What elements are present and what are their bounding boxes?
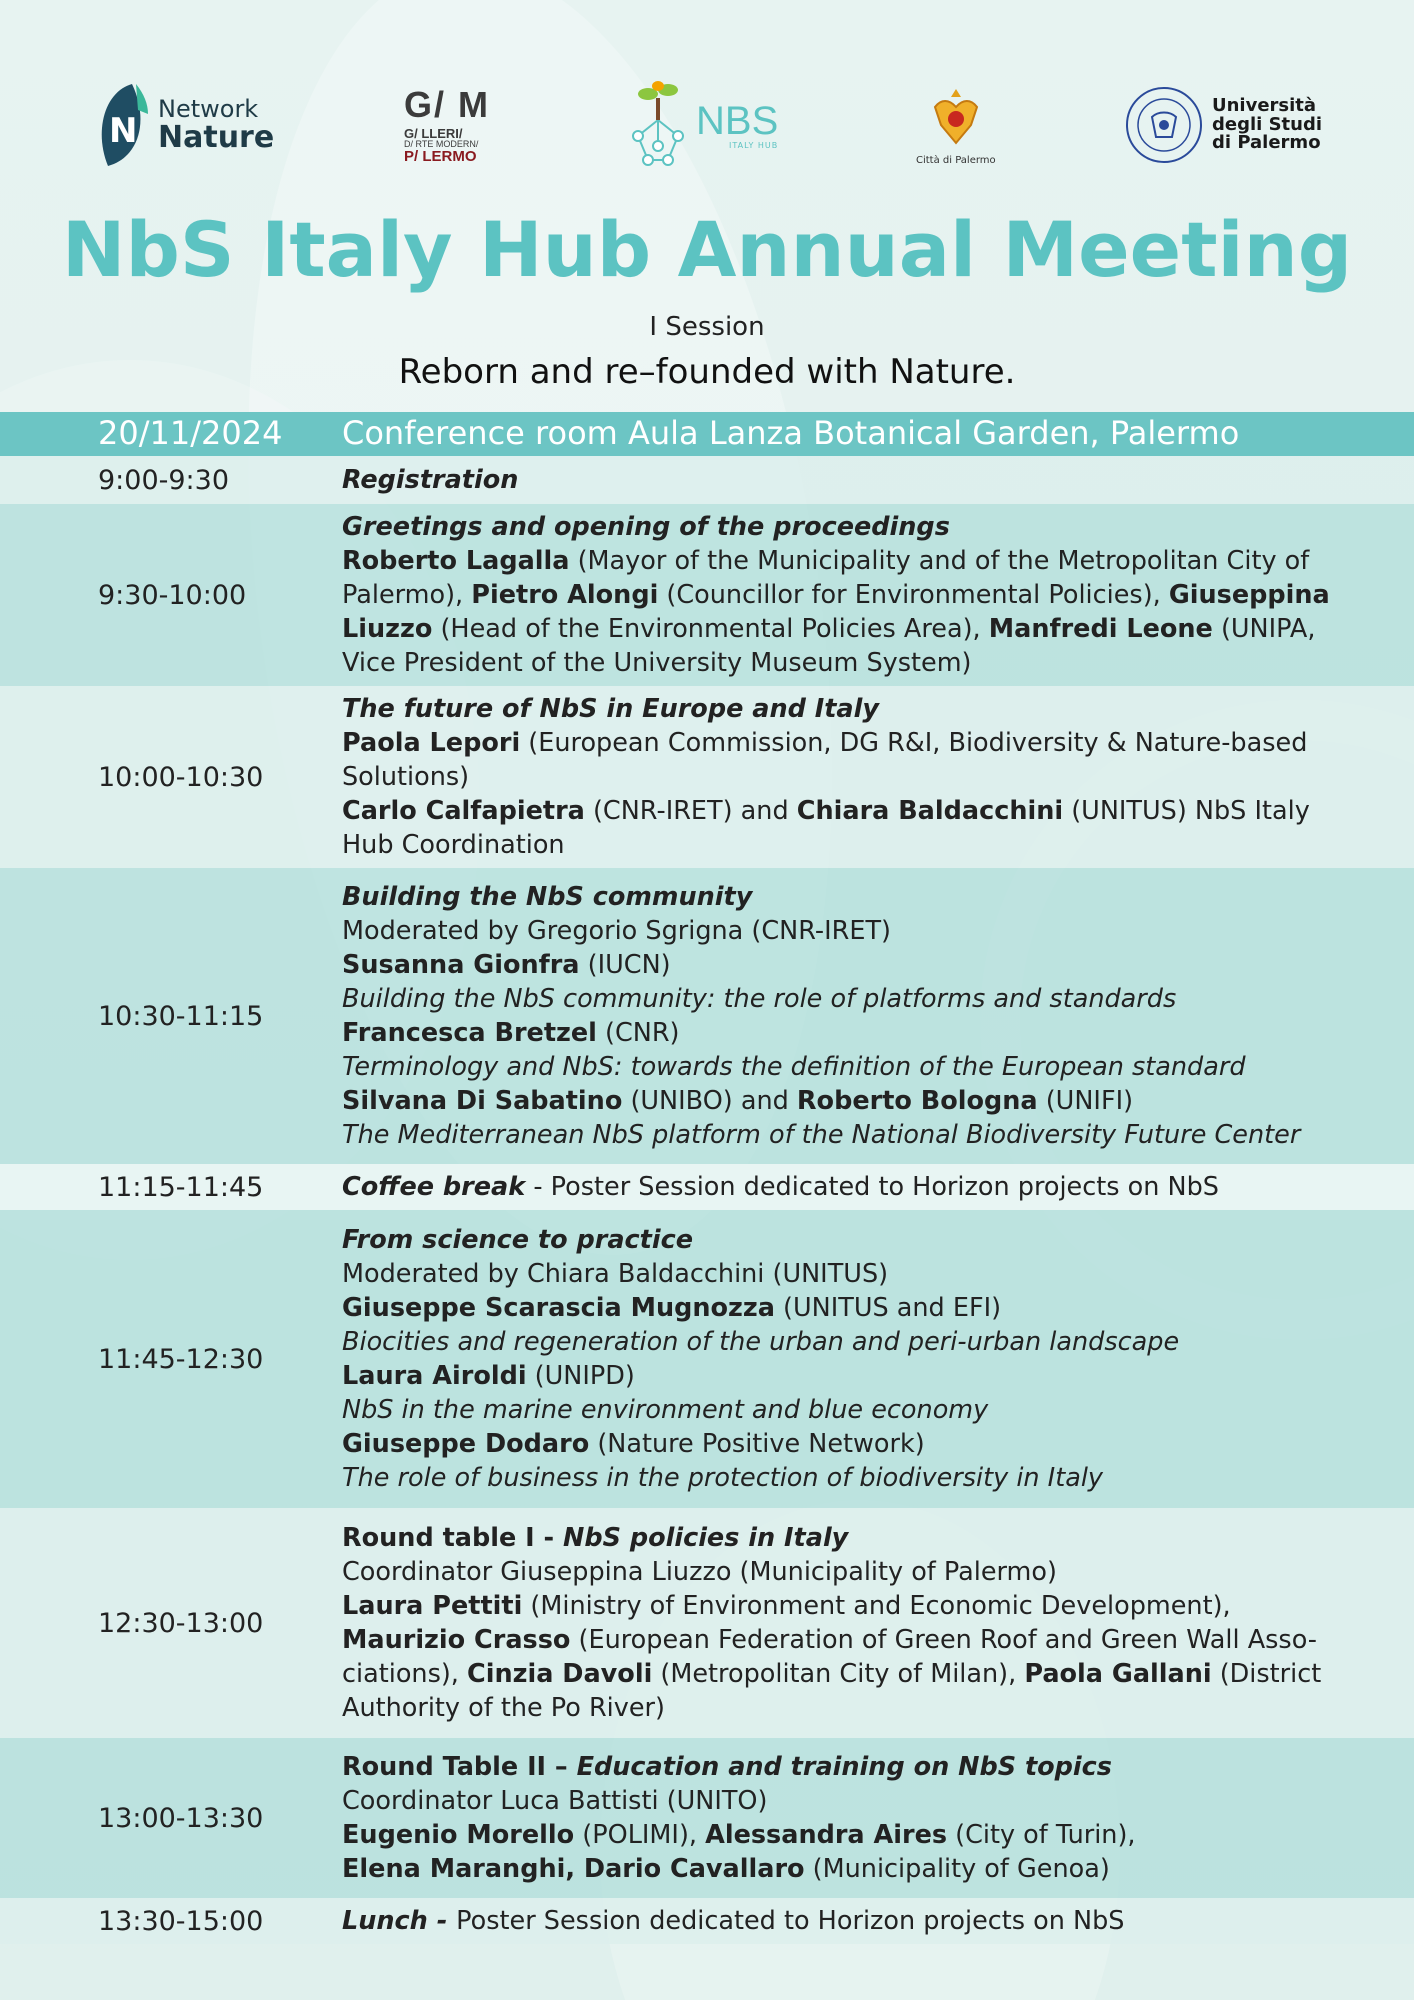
speaker-affiliation: (Councillor for Environmental Policies), xyxy=(658,580,1169,610)
time-slot: 9:00-9:30 xyxy=(98,464,230,496)
speaker-name: Alessandra Aires xyxy=(705,1820,948,1850)
moderator: Moderated by Gregorio Sgrigna (CNR-IRET) xyxy=(342,916,891,946)
gam-logo-line2: G/ LLERI/ xyxy=(404,125,463,141)
date-venue-bar xyxy=(0,412,1414,456)
speaker-name: Pietro Alongi xyxy=(471,580,659,610)
speaker-affiliation: (European Commission, DG R&I, Biodiversity & Nature-based Solutions) xyxy=(342,728,1308,792)
schedule-row-science-to-practice xyxy=(0,1210,1414,1508)
logo-strip xyxy=(0,70,1414,180)
time-slot: 13:30-15:00 xyxy=(98,1905,264,1937)
speaker-name: Carlo Calfapietra xyxy=(342,796,585,826)
svg-text:N: N xyxy=(109,111,138,151)
speaker-name: Francesca Bretzel xyxy=(342,1018,597,1048)
speaker-name: Giuseppina Liuzzo xyxy=(342,580,1330,644)
speaker-affiliation: (UNIFI) xyxy=(1037,1086,1134,1116)
schedule-row-coffee-break xyxy=(0,1164,1414,1210)
speaker-affiliation: (European Federation of Green Roof and Green Wall Asso-ciations), xyxy=(342,1625,1317,1689)
item-title: Education and training on NbS topics xyxy=(576,1752,1112,1782)
schedule-row-lunch xyxy=(0,1898,1414,1944)
speaker-affiliation: (IUCN) xyxy=(579,950,671,980)
time-slot: 10:30-11:15 xyxy=(98,1000,264,1032)
time-slot: 12:30-13:00 xyxy=(98,1607,264,1639)
item-description: - Poster Session dedicated to Horizon projects on NbS xyxy=(525,1172,1219,1202)
time-slot: 13:00-13:30 xyxy=(98,1802,264,1834)
unipa-seal-icon xyxy=(1124,85,1204,165)
speaker-affiliation: (Municipality of Genoa) xyxy=(804,1854,1110,1884)
speaker-name: Elena Maranghi, Dario Cavallaro xyxy=(342,1854,805,1884)
speaker-affiliation: (UNIBO) and xyxy=(622,1086,797,1116)
coordinator: Coordinator Giuseppina Liuzzo (Municipality of Palermo) xyxy=(342,1557,1057,1587)
moderator: Moderated by Chiara Baldacchini (UNITUS) xyxy=(342,1259,889,1289)
schedule-table xyxy=(0,456,1414,1944)
unipa-logo-line1: Università xyxy=(1212,94,1317,116)
gam-logo-line3: D/ RTE MODERN/ xyxy=(404,138,479,149)
palermo-eagle-crest-icon xyxy=(931,85,981,151)
speaker-name: Paola Lepori xyxy=(342,728,521,758)
speaker-name: Cinzia Davoli xyxy=(467,1659,653,1689)
speaker-name: Chiara Baldacchini xyxy=(796,796,1064,826)
speaker-affiliation: (Nature Positive Network) xyxy=(589,1429,925,1459)
talk-title: Terminology and NbS: towards the definition of the European standard xyxy=(342,1052,1246,1082)
nbs-italy-hub-logo xyxy=(626,70,778,180)
item-title: From science to practice xyxy=(342,1225,694,1255)
talk-title: Biocities and regeneration of the urban and peri-urban landscape xyxy=(342,1327,1180,1357)
unipa-logo xyxy=(1124,70,1322,180)
gam-logo-line1: G/ M xyxy=(404,83,490,125)
speaker-name: Manfredi Leone xyxy=(988,614,1213,644)
speaker-affiliation: (Head of the Environmental Policies Area), xyxy=(432,614,989,644)
time-slot: 11:45-12:30 xyxy=(98,1343,264,1375)
talk-title: NbS in the marine environment and blue economy xyxy=(342,1395,989,1425)
network-nature-logo xyxy=(98,70,274,180)
session-label: I Session xyxy=(649,312,765,342)
speaker-name: Silvana Di Sabatino xyxy=(342,1086,623,1116)
speaker-name: Roberto Bologna xyxy=(796,1086,1038,1116)
schedule-row-greetings xyxy=(0,504,1414,686)
time-slot: 10:00-10:30 xyxy=(98,761,264,793)
talk-title: The role of business in the protection of biodiversity in Italy xyxy=(342,1463,1103,1493)
speaker-affiliation: (UNIPD) xyxy=(526,1361,635,1391)
speaker-affiliation: (Metropolitan City of Milan), xyxy=(652,1659,1025,1689)
session-subtitle: Reborn and re–founded with Nature. xyxy=(398,352,1016,392)
speaker-name: Roberto Lagalla xyxy=(342,546,570,576)
nbs-logo-text: NBS xyxy=(696,98,779,143)
gam-logo-line4: P/ LERMO xyxy=(404,147,477,165)
schedule-row-building-community xyxy=(0,868,1414,1164)
talk-title: The Mediterranean NbS platform of the National Biodiversity Future Center xyxy=(342,1120,1301,1150)
item-title: Registration xyxy=(342,465,519,495)
schedule-row-future-of-nbs xyxy=(0,686,1414,868)
speaker-affiliation: (POLIMI), xyxy=(574,1820,706,1850)
talk-title: Building the NbS community: the role of platforms and standards xyxy=(342,984,1177,1014)
item-title: Building the NbS community xyxy=(342,882,753,912)
schedule-row-round-table-2 xyxy=(0,1738,1414,1898)
citta-di-palermo-logo xyxy=(916,70,996,180)
schedule-row-round-table-1 xyxy=(0,1508,1414,1738)
palermo-logo-label: Città di Palermo xyxy=(916,154,996,166)
speaker-affiliation: (District Authority of the Po River) xyxy=(342,1659,1322,1723)
network-nature-line2: Nature xyxy=(158,119,275,155)
nbs-tree-network-icon xyxy=(626,80,690,170)
speaker-affiliation: (UNITUS and EFI) xyxy=(774,1293,1002,1323)
unipa-logo-line3: di Palermo xyxy=(1212,132,1321,154)
item-description: Poster Session dedicated to Horizon projects on NbS xyxy=(456,1906,1125,1936)
speaker-affiliation: (CNR) xyxy=(596,1018,680,1048)
speaker-name: Susanna Gionfra xyxy=(342,950,580,980)
speaker-affiliation: (UNIPA, Vice President of the University Museum System) xyxy=(342,614,1316,678)
speaker-name: Giuseppe Scarascia Mugnozza xyxy=(342,1293,775,1323)
item-title: The future of NbS in Europe and Italy xyxy=(342,694,879,724)
speaker-affiliation: (Mayor of the Municipality and of the Metropolitan City of Palermo), xyxy=(342,546,1310,610)
speaker-affiliation: (CNR-IRET) and xyxy=(584,796,797,826)
speaker-name: Maurizio Crasso xyxy=(342,1625,571,1655)
speaker-affiliation: (Ministry of Environment and Economic Development), xyxy=(522,1591,1231,1621)
speaker-name: Paola Gallani xyxy=(1024,1659,1212,1689)
item-title-prefix: Round table I - xyxy=(342,1523,563,1553)
item-title: Lunch - xyxy=(342,1906,457,1936)
event-title: NbS Italy Hub Annual Meeting xyxy=(61,205,1353,294)
time-slot: 9:30-10:00 xyxy=(98,579,247,611)
speaker-name: Giuseppe Dodaro xyxy=(342,1429,590,1459)
gam-logo xyxy=(404,70,490,180)
time-slot: 11:15-11:45 xyxy=(98,1171,264,1203)
nbs-logo-subtext: ITALY HUB xyxy=(728,140,779,150)
item-title: NbS policies in Italy xyxy=(562,1523,849,1553)
item-title-prefix: Round Table II – xyxy=(342,1752,577,1782)
speaker-name: Eugenio Morello xyxy=(342,1820,575,1850)
item-title: Coffee break xyxy=(342,1172,526,1202)
speaker-affiliation: (UNITUS) NbS Italy Hub Coordination xyxy=(342,796,1310,860)
event-venue: Conference room Aula Lanza Botanical Garden, Palermo xyxy=(342,414,1240,452)
schedule-row-registration xyxy=(0,456,1414,504)
network-nature-leaf-icon xyxy=(98,82,150,168)
speaker-name: Laura Airoldi xyxy=(342,1361,527,1391)
unipa-logo-line2: degli Studi xyxy=(1212,113,1323,135)
speaker-affiliation: (City of Turin), xyxy=(947,1820,1136,1850)
network-nature-line1: Network xyxy=(158,94,259,123)
speaker-name: Laura Pettiti xyxy=(342,1591,523,1621)
event-date: 20/11/2024 xyxy=(98,414,283,452)
coordinator: Coordinator Luca Battisti (UNITO) xyxy=(342,1786,768,1816)
item-title: Greetings and opening of the proceedings xyxy=(342,512,950,542)
